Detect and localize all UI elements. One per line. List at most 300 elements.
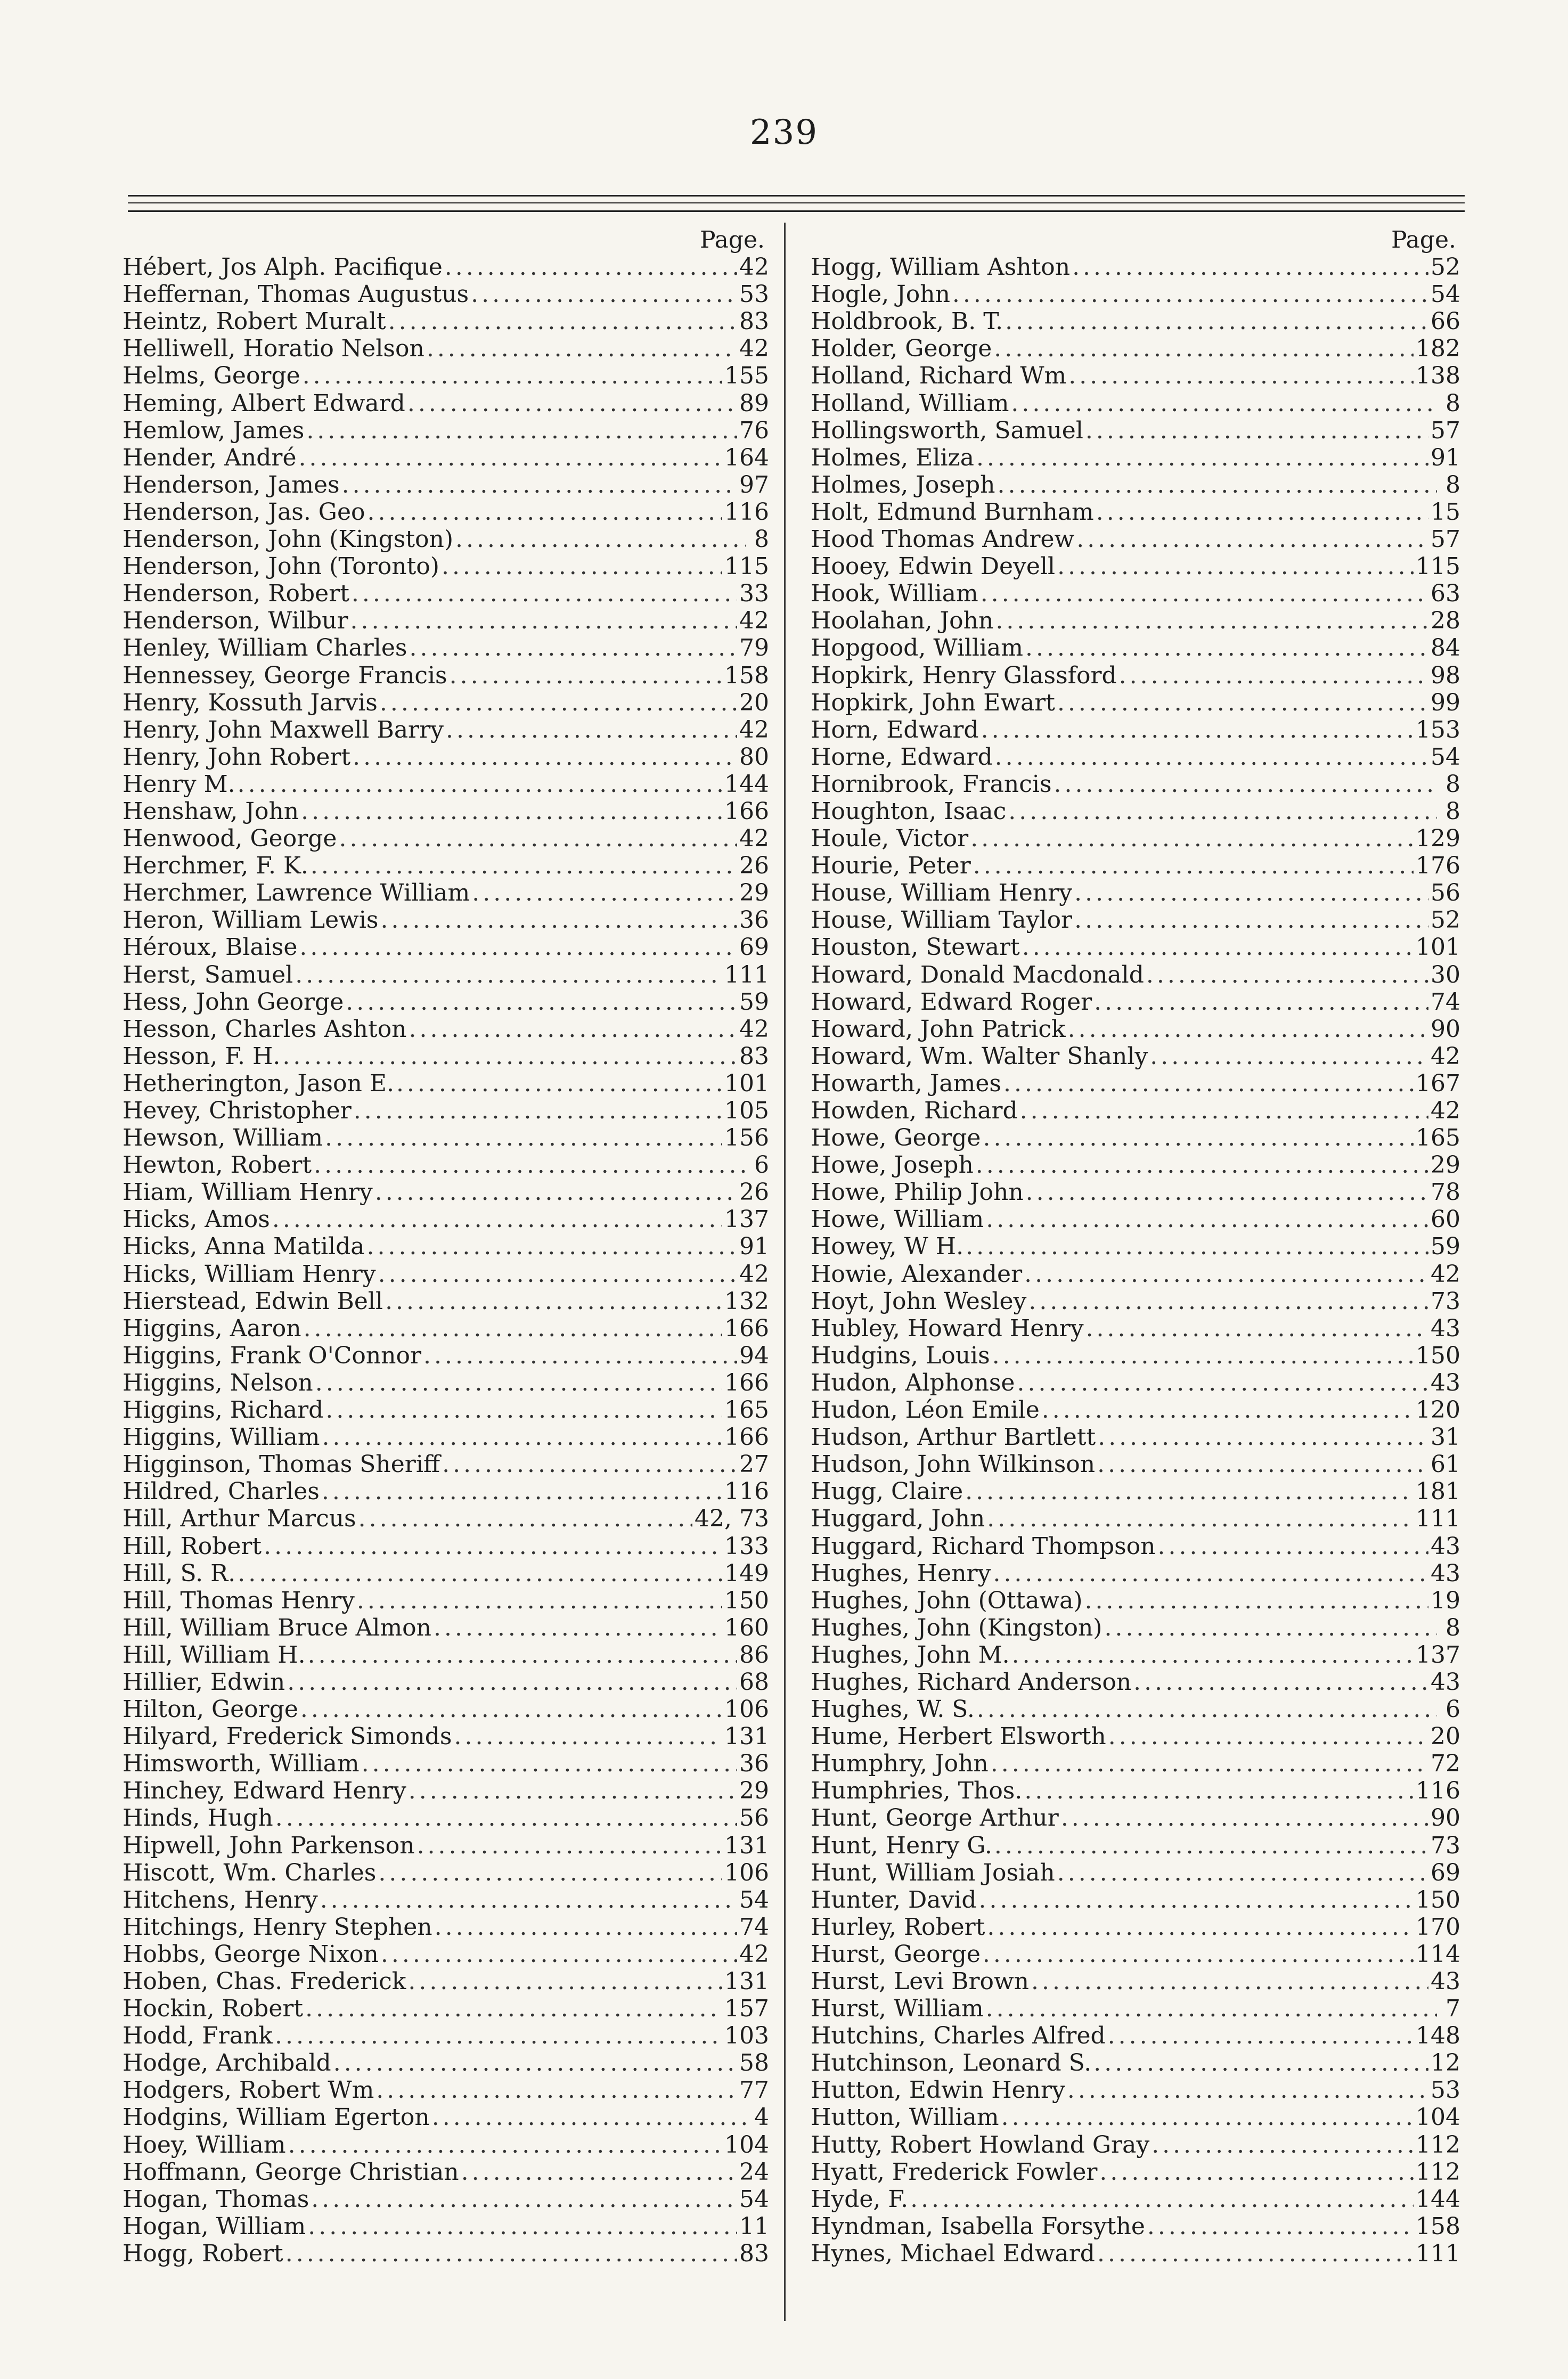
entry-name: Henderson, Wilbur [123,607,348,635]
entry-page: 120 [1416,1396,1460,1424]
dot-leader [1085,417,1428,444]
index-entry [811,988,1460,1016]
entry-name: Henry, John Robert [123,743,351,771]
index-entry [811,580,1460,607]
index-entry [811,1614,1460,1641]
dot-leader [1057,689,1428,716]
index-entry [123,1560,769,1587]
entry-name: Hogle, John [811,281,950,308]
index-entry [123,498,769,526]
entry-page: 58 [739,2049,769,2077]
entry-page: 99 [1431,689,1460,716]
entry-name: Hughes, W. S. [811,1696,975,1723]
index-entry [123,1369,769,1396]
entry-name: Heron, William Lewis [123,906,379,934]
entry-name: Hicks, Anna Matilda [123,1233,365,1261]
index-entry [123,526,769,553]
entry-name: Hevey, Christopher [123,1097,352,1124]
index-entry [123,1587,769,1614]
dot-leader [287,1669,737,1696]
dot-leader [238,771,722,798]
dot-leader [1008,798,1437,825]
entry-page: 116 [1416,1777,1460,1805]
dot-leader [408,1968,722,1995]
dot-leader [1061,1804,1428,1832]
entry-name: Hill, William Bruce Almon [123,1614,432,1641]
entry-page: 101 [1416,934,1460,961]
entry-page: 57 [1431,526,1460,553]
index-entry [123,2022,769,2049]
dot-leader [298,444,722,471]
index-entry [811,553,1460,580]
entry-name: Hughes, John M. [811,1641,1010,1669]
entry-name: Howden, Richard [811,1097,1018,1124]
entry-name: Howe, Joseph [811,1151,974,1179]
index-entry [811,1043,1460,1070]
entry-name: Higginson, Thomas Sheriff [123,1451,440,1478]
entry-page: 106 [724,1696,769,1723]
dot-leader [1104,1614,1437,1641]
dot-leader [358,1505,692,1532]
dot-leader [455,526,746,553]
entry-name: Howe, George [811,1124,981,1152]
index-entry [123,1914,769,1941]
entry-name: Howey, W H. [811,1233,964,1261]
dot-leader [357,1587,722,1614]
entry-name: Holt, Edmund Burnham [811,498,1094,526]
entry-page: 148 [1416,2022,1460,2050]
entry-page: 158 [1416,2212,1460,2240]
dot-leader [994,1832,1428,1859]
dot-leader [454,1723,723,1750]
entry-page: 43 [1431,1559,1460,1587]
entry-page: 78 [1431,1179,1460,1206]
dot-leader [910,2186,1414,2213]
entry-name: Himsworth, William [123,1750,360,1778]
column-divider [784,223,786,2321]
dot-leader [304,1315,722,1342]
index-entry [123,1151,769,1179]
entry-page: 43 [1431,1968,1460,1995]
index-entry [811,607,1460,634]
dot-leader [306,417,737,444]
index-entry [123,553,769,580]
dot-leader [992,1342,1414,1369]
dot-leader [1146,961,1428,988]
entry-page: 91 [739,1233,769,1261]
entry-page: 61 [1431,1451,1460,1478]
dot-leader [427,335,737,362]
dot-leader [320,1886,737,1914]
entry-name: Hoolahan, John [811,607,994,635]
entry-page: 20 [739,689,769,716]
entry-name: Hoffmann, George Christian [123,2158,459,2186]
dot-leader [981,716,1414,743]
index-entry [123,906,769,934]
dot-leader [442,1451,737,1478]
entry-page: 42 [1431,1260,1460,1288]
entry-name: Herchmer, F. K. [123,852,308,880]
index-entry [811,1641,1460,1669]
entry-page: 111 [1416,1505,1460,1533]
entry-page: 150 [1416,1886,1460,1914]
entry-page: 8 [1446,770,1460,798]
index-entry [811,634,1460,661]
entry-page: 165 [724,1396,769,1424]
entry-page: 115 [1416,553,1460,581]
entry-page: 42 [739,716,769,743]
entry-page: 166 [724,797,769,825]
dot-leader [1119,662,1428,689]
entry-page: 42 [739,1260,769,1288]
entry-name: Horne, Edward [811,743,993,771]
index-entry [811,1070,1460,1097]
dot-leader [1028,1288,1428,1315]
dot-leader [1072,254,1428,281]
dot-leader [986,1995,1437,2022]
dot-leader [1085,1587,1429,1614]
index-entry [811,825,1460,852]
dot-leader [986,1206,1428,1233]
dot-leader [272,1206,722,1233]
index-entry [811,335,1460,362]
entry-name: Higgins, Nelson [123,1369,313,1396]
dot-leader [352,580,737,607]
entry-page: 8 [1446,797,1460,825]
entry-page: 103 [724,2022,769,2050]
entry-name: Howe, Philip John [811,1179,1024,1206]
dot-leader [1099,2159,1414,2186]
entry-name: Hubley, Howard Henry [811,1314,1084,1342]
entry-page: 97 [739,471,769,498]
dot-leader [1068,362,1414,389]
index-entry [811,1261,1460,1288]
index-entry [811,281,1460,308]
index-entry [811,1995,1460,2022]
index-entry [123,1832,769,1859]
entry-name: Hutchins, Charles Alfred [811,2022,1106,2050]
entry-name: Hinchey, Edward Henry [123,1777,406,1805]
entry-name: Hierstead, Edwin Bell [123,1287,383,1315]
dot-leader [366,1233,737,1260]
entry-name: Holland, William [811,389,1009,417]
dot-leader [350,607,738,634]
dot-leader [407,390,737,417]
entry-name: Hill, William H. [123,1641,306,1669]
index-entry [123,1995,769,2022]
entry-page: 166 [724,1424,769,1451]
entry-name: Hollingsworth, Samuel [811,416,1083,444]
index-entry [123,634,769,661]
dot-leader [1017,1369,1428,1396]
dot-leader [1086,1315,1428,1342]
entry-name: Howie, Alexander [811,1260,1023,1288]
entry-page: 57 [1431,416,1460,444]
entry-name: Houle, Victor [811,825,969,853]
index-entry [123,1696,769,1723]
index-entry [123,1179,769,1206]
entry-name: Hunter, David [811,1886,977,1914]
entry-name: Henderson, John (Toronto) [123,553,439,581]
index-entry [123,390,769,417]
entry-name: Helms, George [123,362,300,390]
entry-page: 42, 73 [695,1505,769,1533]
entry-page: 137 [724,1206,769,1233]
index-entry [123,1533,769,1560]
index-entry [811,879,1460,906]
dot-leader [1012,1641,1414,1669]
entry-page: 170 [1416,1913,1460,1941]
index-entry [811,1478,1460,1505]
entry-page: 105 [724,1097,769,1124]
dot-leader [315,1369,722,1396]
entry-page: 56 [739,1804,769,1832]
index-entry [123,689,769,716]
index-entry [811,2076,1460,2104]
index-entry [123,1342,769,1369]
index-entry [123,1206,769,1233]
entry-page: 8 [1446,471,1460,498]
entry-page: 74 [739,1913,769,1941]
index-entry [123,1669,769,1696]
entry-name: Hutty, Robert Howland Gray [811,2131,1150,2159]
dot-leader [471,281,737,308]
index-entry [123,444,769,471]
entry-name: Howe, William [811,1206,984,1233]
dot-leader [314,1151,746,1179]
dot-leader [325,1124,722,1151]
dot-leader [1020,1097,1428,1124]
entry-name: Hesson, F. H. [123,1042,281,1070]
dot-leader [1057,1859,1428,1886]
entry-page: 59 [1431,1233,1460,1261]
dot-leader [976,444,1428,471]
index-entry [123,988,769,1016]
index-entry [123,308,769,335]
dot-leader [1024,1261,1428,1288]
dot-leader [1076,526,1428,553]
index-entry [811,1451,1460,1478]
index-entry [811,1151,1460,1179]
entry-page: 144 [724,770,769,798]
index-entry [811,1777,1460,1804]
dot-leader [1093,2049,1428,2076]
index-entry [811,498,1460,526]
entry-name: Héroux, Blaise [123,934,298,961]
entry-name: Hunt, Henry G. [811,1832,992,1859]
entry-page: 77 [739,2076,769,2104]
entry-page: 144 [1416,2185,1460,2213]
entry-name: Heintz, Robert Muralt [123,308,386,336]
index-entry [811,362,1460,389]
dot-leader [346,988,737,1016]
entry-name: House, William Taylor [811,906,1073,934]
dot-leader [983,1941,1414,1968]
dot-leader [461,2159,737,2186]
entry-name: Helliwell, Horatio Nelson [123,335,424,363]
index-entry [123,1859,769,1886]
entry-name: Henry, John Maxwell Barry [123,716,444,743]
entry-name: Hodgins, William Egerton [123,2104,430,2131]
index-entry [811,254,1460,281]
index-entry [123,1750,769,1777]
entry-name: Hébert, Jos Alph. Pacifique [123,254,443,281]
entry-name: Hitchens, Henry [123,1886,318,1914]
entry-name: Henderson, Jas. Geo [123,498,365,526]
index-entry [811,471,1460,498]
entry-name: Houghton, Isaac [811,797,1007,825]
entry-name: Holmes, Eliza [811,444,974,471]
entry-name: Hodgers, Robert Wm [123,2076,374,2104]
index-entry [811,444,1460,471]
entry-page: 54 [1431,281,1460,308]
dot-leader [1054,771,1437,798]
header-rule [128,195,1465,197]
dot-leader [987,1505,1414,1532]
index-entry [123,471,769,498]
index-entry [811,1669,1460,1696]
entry-page: 42 [1431,1042,1460,1070]
entry-name: Howard, Wm. Walter Shanly [811,1042,1148,1070]
entry-name: Hildred, Charles [123,1478,320,1506]
entry-name: Hicks, William Henry [123,1260,376,1288]
entry-page: 29 [739,879,769,907]
dot-leader [966,1233,1428,1260]
dot-leader [1133,1669,1428,1696]
entry-name: Hooey, Edwin Deyell [811,553,1056,581]
index-entry [123,362,769,389]
entry-name: Hudson, Arthur Bartlett [811,1424,1096,1451]
entry-name: Howarth, James [811,1069,1001,1097]
header-rule [128,210,1465,212]
entry-name: Hunt, William Josiah [811,1859,1055,1886]
entry-name: Hudon, Alphonse [811,1369,1015,1396]
index-entry [123,580,769,607]
entry-page: 42 [739,825,769,853]
entry-name: Hitchings, Henry Stephen [123,1913,432,1941]
index-entry [123,1424,769,1451]
entry-page: 160 [724,1614,769,1641]
dot-leader [378,1261,737,1288]
index-entry [811,906,1460,934]
dot-leader [1067,2076,1428,2104]
entry-name: Howard, Edward Roger [811,988,1092,1016]
index-entry [811,1233,1460,1260]
entry-name: Hurley, Robert [811,1913,985,1941]
entry-name: Hinds, Hugh [123,1804,273,1832]
index-entry [811,716,1460,743]
index-entry [123,1097,769,1124]
index-entry [811,417,1460,444]
entry-page: 6 [754,1151,769,1179]
dot-leader [446,716,737,743]
index-entry [811,1342,1460,1369]
entry-name: Hughes, John (Ottawa) [811,1587,1083,1614]
dot-leader [970,825,1414,852]
entry-page: 138 [1416,362,1460,390]
dot-leader [1005,308,1428,335]
index-entry [811,1396,1460,1424]
index-entry [811,771,1460,798]
index-entry [811,1206,1460,1233]
entry-page: 83 [739,308,769,336]
dot-leader [1031,1968,1428,1995]
entry-page: 83 [739,1042,769,1070]
entry-name: Hobbs, George Nixon [123,1940,379,1968]
entry-name: Henry, Kossuth Jarvis [123,689,378,716]
index-entry [123,852,769,879]
dot-leader [342,471,737,498]
index-entry [811,1696,1460,1723]
dot-leader [1001,2104,1414,2131]
entry-name: Hogg, Robert [123,2239,283,2267]
entry-name: Hyndman, Isabella Forsythe [811,2212,1145,2240]
entry-page: 116 [724,498,769,526]
index-entry [811,1424,1460,1451]
entry-page: 132 [724,1287,769,1315]
dot-leader [976,1151,1428,1179]
entry-name: Hornibrook, Francis [811,770,1052,798]
index-entry [811,1315,1460,1342]
entry-name: Hender, André [123,444,297,471]
entry-name: Hilton, George [123,1696,298,1723]
entry-name: Hogan, Thomas [123,2185,309,2213]
entry-page: 150 [724,1587,769,1614]
dot-leader [353,743,737,771]
entry-page: 116 [724,1478,769,1506]
entry-page: 79 [739,634,769,662]
entry-name: Hughes, Henry [811,1559,991,1587]
entry-name: Henley, William Charles [123,634,407,662]
entry-page: 36 [739,906,769,934]
index-entry [123,254,769,281]
index-entry [123,1043,769,1070]
entry-name: Howard, John Patrick [811,1015,1066,1043]
index-entry [123,825,769,852]
index-entry [123,1315,769,1342]
dot-leader [445,254,737,281]
index-entry [811,308,1460,335]
index-entry [811,1124,1460,1151]
entry-page: 29 [739,1777,769,1805]
dot-leader [275,2022,722,2049]
entry-page: 101 [724,1069,769,1097]
dot-leader [1147,2213,1414,2240]
dot-leader [1097,2240,1414,2267]
index-entry [123,1261,769,1288]
dot-leader [381,906,738,934]
index-entry [123,1968,769,1995]
entry-page: 167 [1416,1069,1460,1097]
entry-page: 106 [724,1859,769,1886]
entry-page: 30 [1431,961,1460,988]
index-entry [123,281,769,308]
entry-name: Hilyard, Frederick Simonds [123,1723,452,1751]
index-entry [811,1914,1460,1941]
entry-page: 27 [739,1451,769,1478]
entry-page: 8 [1446,1614,1460,1641]
entry-page: 176 [1416,852,1460,880]
dot-leader [1098,1424,1428,1451]
entry-name: Hewton, Robert [123,1151,312,1179]
index-entry [123,1886,769,1914]
dot-leader [1025,634,1428,661]
dot-leader [423,1342,737,1369]
entry-name: Hoey, William [123,2131,286,2159]
entry-page: 56 [1431,879,1460,907]
dot-leader [993,1560,1428,1587]
entry-name: Humphries, Thos. [811,1777,1023,1805]
